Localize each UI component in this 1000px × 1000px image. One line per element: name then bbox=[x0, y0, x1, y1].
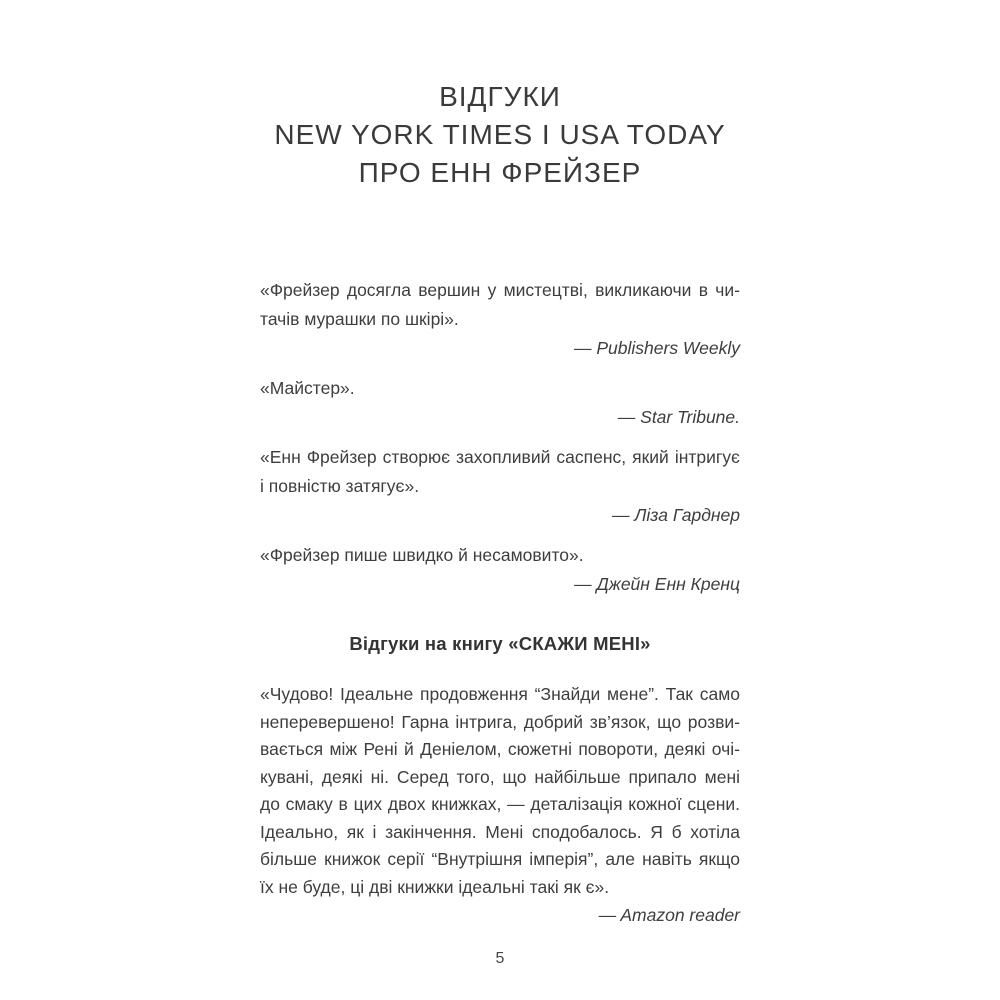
page-content bbox=[260, 0, 740, 930]
review-attribution: — Джейн Енн Кренц bbox=[574, 574, 740, 594]
press-reviews bbox=[260, 276, 740, 599]
review-attribution: — Ліза Гарднер bbox=[612, 505, 740, 525]
review-item bbox=[260, 443, 740, 530]
title-line-3: ПРО ЕНН ФРЕЙЗЕР bbox=[358, 157, 642, 188]
review-line: «Фрейзер досягла вершин у мистецтві, викликаючи в чи- bbox=[260, 280, 740, 300]
review-attribution: — Publishers Weekly bbox=[574, 338, 740, 358]
review-line: «Фрейзер пише швидко й несамовито». bbox=[260, 545, 584, 565]
review-line: «Чудово! Ідеальне продовження “Знайди мене”. Так само bbox=[260, 684, 740, 704]
review-item bbox=[260, 541, 740, 599]
book-review bbox=[260, 681, 740, 930]
review-line: тачів мурашки по шкірі». bbox=[260, 309, 459, 329]
review-line: вається між Рені й Деніелом, сюжетні повороти, деякі очі- bbox=[260, 739, 740, 759]
review-line: їх не буде, ці дві книжки ідеальні такі як є». bbox=[260, 876, 610, 897]
review-attribution: — Star Tribune. bbox=[617, 407, 740, 427]
review-line: і повністю затягує». bbox=[260, 476, 420, 496]
section-heading: Відгуки на книгу «СКАЖИ МЕНІ» bbox=[349, 633, 651, 654]
title-line-2: NEW YORK TIMES І USA TODAY bbox=[274, 119, 726, 150]
review-line: до смаку в цих двох книжках, — деталізація кожної сцени. bbox=[260, 794, 740, 814]
review-attribution: — Amazon reader bbox=[598, 905, 740, 925]
review-line: більше книжок серії “Внутрішня імперія”, але навіть якщо bbox=[260, 849, 740, 869]
review-line: «Енн Фрейзер створює захопливий саспенс, який інтригує bbox=[260, 447, 740, 467]
page-number: 5 bbox=[495, 950, 505, 967]
review-line: кувані, деякі ні. Серед того, що найбільше припало мені bbox=[260, 766, 740, 787]
review-line: «Майстер». bbox=[260, 378, 355, 398]
title-line-1: ВІДГУКИ bbox=[439, 81, 561, 112]
review-line: Ідеально, як і закінчення. Мені сподобалось. Я б хотіла bbox=[260, 821, 740, 842]
page-title bbox=[260, 78, 740, 192]
review-item bbox=[260, 276, 740, 363]
review-item bbox=[260, 374, 740, 432]
review-line: неперевершено! Гарна інтрига, добрий зв’язок, що розви- bbox=[260, 711, 740, 732]
